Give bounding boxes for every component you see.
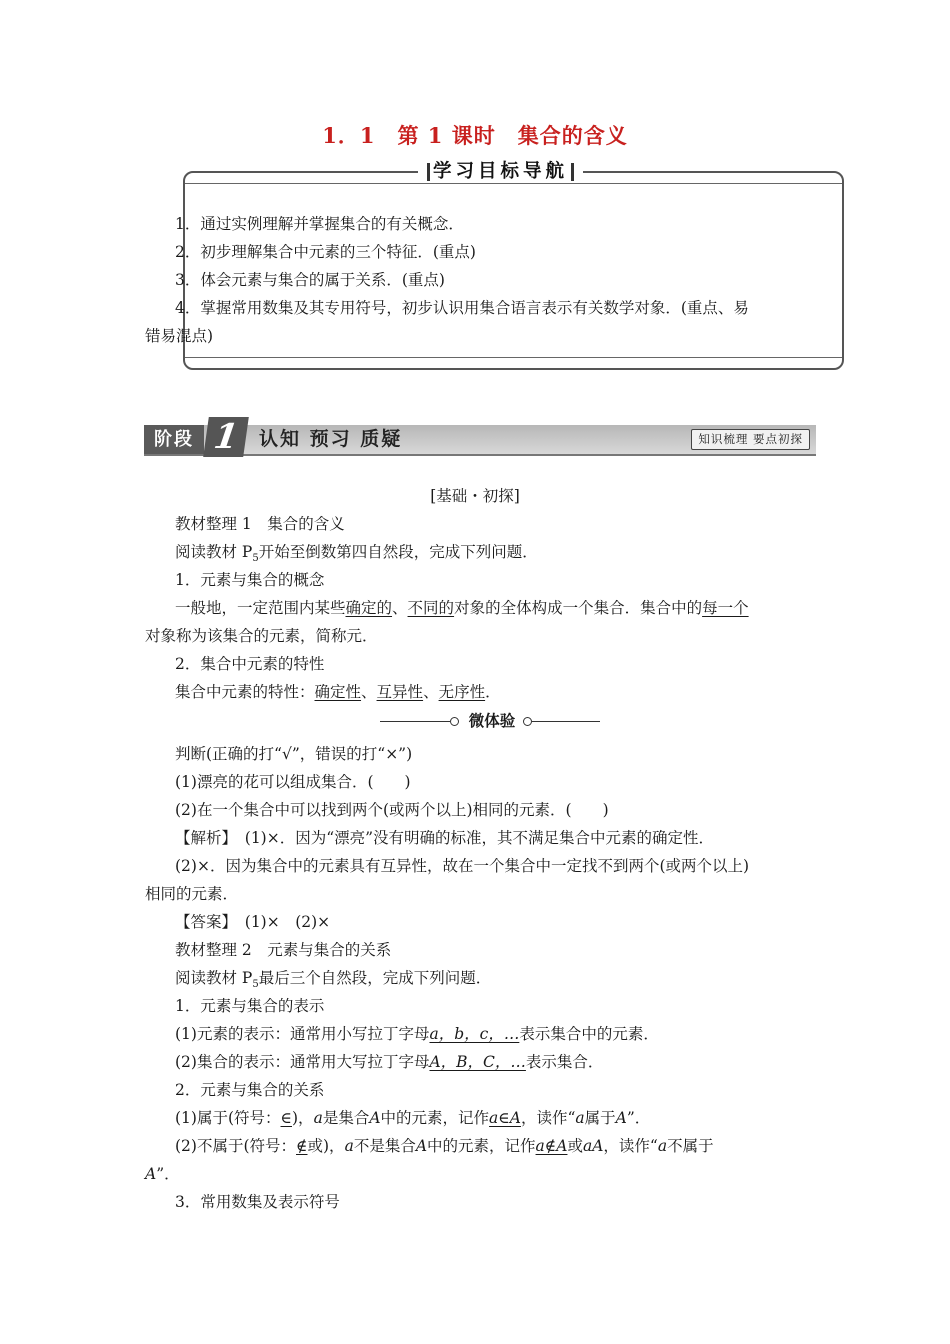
divider-line-right xyxy=(532,721,600,722)
section-label: [基础・初探] xyxy=(430,487,520,505)
judge-instruction: 判断(正确的打“√”，错误的打“×”) xyxy=(175,745,413,763)
goal-item: 2．初步理解集合中元素的三个特征．(重点) xyxy=(175,243,476,261)
t1-heading: 教材整理 1 集合的含义 xyxy=(175,515,345,533)
t1-paragraph-1: 一般地，一定范围内某些确定的、不同的对象的全体构成一个集合．集合中的每一个 xyxy=(175,599,749,617)
goal-item: 4．掌握常用数集及其专用符号，初步认识用集合语言表示有关数学对象．(重点、易 xyxy=(175,299,749,317)
goal-item: 1．通过实例理解并掌握集合的有关概念． xyxy=(175,215,464,233)
stage-badge: 阶段 xyxy=(144,425,204,454)
goals-top-rule xyxy=(185,183,842,184)
question-2: (2)在一个集合中可以找到两个(或两个以上)相同的元素．( ) xyxy=(175,801,609,819)
stage-number: 1 xyxy=(203,417,249,457)
t1-paragraph-2: 集合中元素的特性：确定性、互异性、无序性． xyxy=(175,683,501,701)
t1-subheading-2: 2．集合中元素的特性 xyxy=(175,655,325,673)
not-belongs-relation: (2)不属于(符号：∉或)，a不是集合A中的元素，记作a∉A或aA，读作“a不属于 xyxy=(175,1137,714,1155)
question-1: (1)漂亮的花可以组成集合．( ) xyxy=(175,773,411,791)
answer-label: 【答案】 xyxy=(175,913,230,931)
t2-subheading-1: 1．元素与集合的表示 xyxy=(175,997,325,1015)
divider-line-left xyxy=(380,721,450,722)
t1-paragraph-1-cont: 对象称为该集合的元素，简称元． xyxy=(145,627,378,645)
micro-experience-divider xyxy=(380,711,600,731)
set-notation: (2)集合的表示：通常用大写拉丁字母A，B，C，…表示集合． xyxy=(175,1053,604,1071)
not-belongs-relation-cont: A”． xyxy=(145,1165,180,1183)
belongs-relation: (1)属于(符号：∈)，a是集合A中的元素，记作a∈A，读作“a属于A”． xyxy=(175,1109,651,1127)
stage-banner xyxy=(144,417,816,457)
goals-bottom-rule xyxy=(185,357,842,358)
answer-line: 【答案】 (1)× (2)× xyxy=(175,913,331,931)
stage-tag: 知识梳理 要点初探 xyxy=(691,429,810,450)
t2-subheading-2: 2．元素与集合的关系 xyxy=(175,1081,325,1099)
page-title: 1．1 第 1 课时 集合的含义 xyxy=(322,123,628,148)
goal-item: 3．体会元素与集合的属于关系．(重点) xyxy=(175,271,445,289)
analysis-1: 【解析】 (1)×．因为“漂亮”没有明确的标准，其不满足集合中元素的确定性． xyxy=(175,829,715,847)
learning-goals-heading: 学习目标导航 xyxy=(418,157,583,183)
analysis-2: (2)×．因为集合中的元素具有互异性，故在一个集合中一定找不到两个(或两个以上) xyxy=(175,857,750,875)
divider-dot-right xyxy=(523,717,532,726)
t2-heading: 教材整理 2 元素与集合的关系 xyxy=(175,941,392,959)
divider-dot-left xyxy=(450,717,459,726)
t2-subheading-3: 3．常用数集及表示符号 xyxy=(175,1193,340,1211)
element-notation: (1)元素的表示：通常用小写拉丁字母a，b，c，…表示集合中的元素． xyxy=(175,1025,659,1043)
t2-reading: 阅读教材 $P_5$最后三个自然段，完成下列问题． xyxy=(175,969,492,991)
analysis-2-cont: 相同的元素． xyxy=(145,885,239,903)
t1-reading: 阅读教材 $P_5$开始至倒数第四自然段，完成下列问题． xyxy=(175,543,538,565)
micro-experience-label: 微体验 xyxy=(468,711,516,730)
stage-title: 认知 预习 质疑 xyxy=(259,428,403,450)
heading-bar-right xyxy=(571,163,574,181)
t1-subheading-1: 1．元素与集合的概念 xyxy=(175,571,325,589)
goal-item: 错易混点) xyxy=(145,327,214,345)
analysis-label: 【解析】 xyxy=(175,829,230,847)
heading-bar-left xyxy=(427,163,430,181)
